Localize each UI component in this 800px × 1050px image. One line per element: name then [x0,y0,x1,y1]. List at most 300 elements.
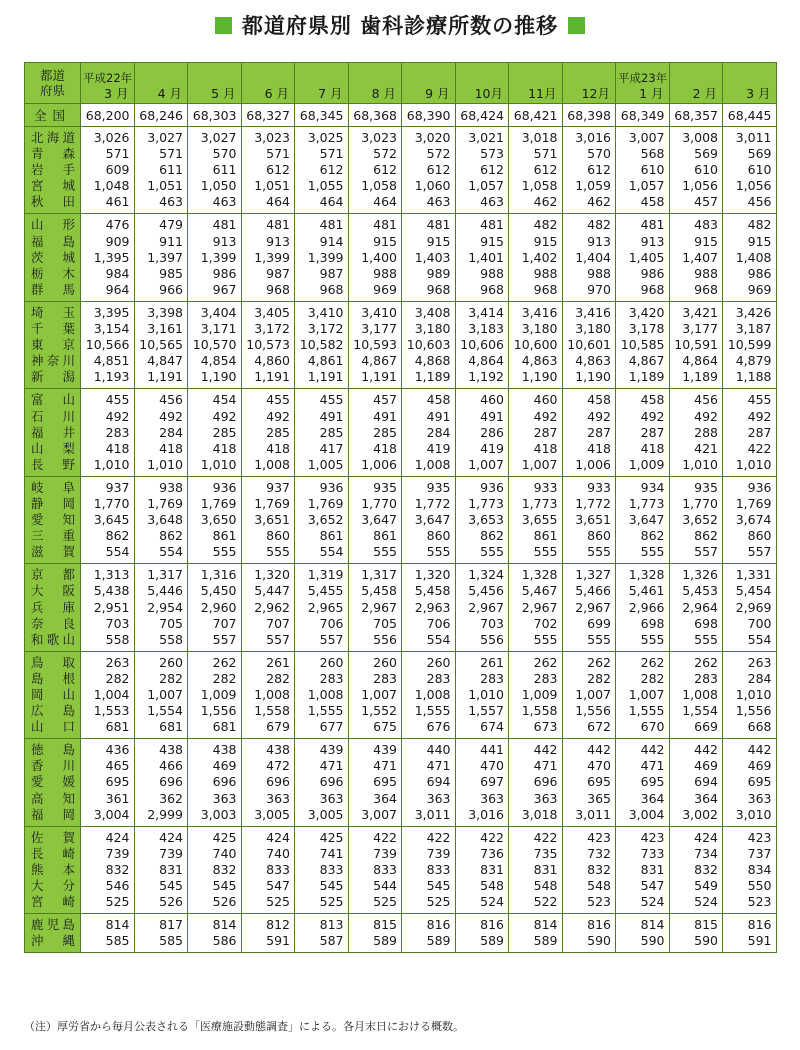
table-row [25,512,777,528]
value-cell: 557 [241,632,295,652]
value-cell: 10,585 [616,337,670,353]
value-cell: 862 [81,528,135,544]
value-cell: 418 [509,441,563,457]
era-label: 平成22年 [83,71,133,85]
value-cell: 707 [188,616,242,632]
value-cell: 555 [562,544,616,564]
value-cell: 696 [241,774,295,790]
value-cell: 589 [509,933,563,953]
value-cell: 555 [455,544,509,564]
value-cell: 3,011 [402,807,456,827]
value-cell: 1,320 [241,564,295,584]
value-cell: 1,060 [402,178,456,194]
prefecture-group [25,564,777,651]
value-cell: 672 [562,719,616,739]
value-cell: 3,025 [295,127,349,147]
value-cell: 1,772 [562,496,616,512]
value-cell: 1,557 [455,703,509,719]
value-cell: 1,407 [669,250,723,266]
pref-name: 島根 [25,671,81,687]
value-cell: 861 [348,528,402,544]
value-cell: 471 [509,758,563,774]
pref-name: 岡山 [25,687,81,703]
value-cell: 674 [455,719,509,739]
value-cell: 1,192 [455,369,509,389]
value-cell: 287 [616,425,670,441]
value-cell: 933 [509,476,563,496]
value-cell: 1,010 [81,457,135,477]
value-cell: 3,410 [348,301,402,321]
table-row [25,651,777,671]
pref-name: 福岡 [25,807,81,827]
value-cell: 479 [134,214,188,234]
month-label: 8 月 [371,86,396,101]
value-cell: 610 [723,162,777,178]
value-cell: 438 [241,739,295,759]
value-cell: 1,769 [723,496,777,512]
value-cell: 1,769 [295,496,349,512]
value-cell: 3,004 [81,807,135,827]
value-cell: 1,189 [402,369,456,389]
value-cell: 2,960 [188,600,242,616]
month-header [295,63,349,104]
value-cell: 284 [723,671,777,687]
pref-name: 福島 [25,234,81,250]
value-cell: 558 [134,632,188,652]
value-cell: 585 [81,933,135,953]
value-cell: 969 [348,282,402,302]
pref-header-line: 府県 [39,83,65,98]
value-cell: 1,193 [81,369,135,389]
value-cell: 3,648 [134,512,188,528]
value-cell: 816 [562,914,616,934]
value-cell: 5,454 [723,583,777,599]
value-cell: 470 [562,758,616,774]
table-row [25,162,777,178]
value-cell: 572 [402,146,456,162]
value-cell: 260 [134,651,188,671]
value-cell: 68,327 [241,104,295,127]
pref-name: 宮城 [25,178,81,194]
value-cell: 915 [509,234,563,250]
value-cell: 460 [509,389,563,409]
value-cell: 471 [348,758,402,774]
value-cell: 283 [295,671,349,687]
value-cell: 832 [562,862,616,878]
value-cell: 261 [455,651,509,671]
value-cell: 458 [402,389,456,409]
value-cell: 442 [723,739,777,759]
value-cell: 4,854 [188,353,242,369]
value-cell: 571 [241,146,295,162]
value-cell: 284 [134,425,188,441]
pref-name: 山形 [25,214,81,234]
pref-header-line: 都道 [39,68,65,83]
value-cell: 524 [455,894,509,914]
value-cell: 1,010 [134,457,188,477]
value-cell: 442 [562,739,616,759]
value-cell: 546 [81,878,135,894]
value-cell: 10,582 [295,337,349,353]
value-cell: 3,018 [509,807,563,827]
value-cell: 417 [295,441,349,457]
value-cell: 464 [348,194,402,214]
value-cell: 4,867 [616,353,670,369]
value-cell: 679 [241,719,295,739]
value-cell: 523 [562,894,616,914]
value-cell: 439 [348,739,402,759]
value-cell: 832 [669,862,723,878]
value-cell: 462 [562,194,616,214]
value-cell: 526 [188,894,242,914]
value-cell: 471 [295,758,349,774]
value-cell: 10,600 [509,337,563,353]
pref-name: 秋田 [25,194,81,214]
value-cell: 472 [241,758,295,774]
value-cell: 677 [295,719,349,739]
value-cell: 612 [562,162,616,178]
month-header [81,63,135,104]
value-cell: 1,008 [402,457,456,477]
value-cell: 555 [616,544,670,564]
value-cell: 909 [81,234,135,250]
value-cell: 10,601 [562,337,616,353]
value-cell: 4,861 [295,353,349,369]
value-cell: 1,769 [241,496,295,512]
value-cell: 364 [616,791,670,807]
value-cell: 913 [241,234,295,250]
value-cell: 815 [348,914,402,934]
value-cell: 3,398 [134,301,188,321]
value-cell: 68,357 [669,104,723,127]
value-cell: 968 [402,282,456,302]
value-cell: 524 [669,894,723,914]
value-cell: 833 [402,862,456,878]
value-cell: 969 [723,282,777,302]
value-cell: 3,005 [295,807,349,827]
value-cell: 1,004 [81,687,135,703]
value-cell: 421 [669,441,723,457]
pref-name: 茨城 [25,250,81,266]
value-cell: 1,007 [509,457,563,477]
value-cell: 491 [455,409,509,425]
table-row [25,632,777,652]
pref-name: 岐阜 [25,476,81,496]
prefecture-group [25,301,777,388]
value-cell: 569 [723,146,777,162]
value-cell: 525 [81,894,135,914]
value-cell: 5,453 [669,583,723,599]
value-cell: 1,399 [295,250,349,266]
value-cell: 937 [241,476,295,496]
value-cell: 970 [562,282,616,302]
value-cell: 4,864 [455,353,509,369]
value-cell: 1,048 [81,178,135,194]
value-cell: 282 [562,671,616,687]
value-cell: 1,556 [723,703,777,719]
value-cell: 3,426 [723,301,777,321]
value-cell: 548 [509,878,563,894]
value-cell: 673 [509,719,563,739]
value-cell: 4,860 [241,353,295,369]
pref-name: 全国 [25,104,81,127]
value-cell: 3,004 [616,807,670,827]
value-cell: 283 [669,671,723,687]
value-cell: 1,772 [402,496,456,512]
value-cell: 913 [562,234,616,250]
value-cell: 984 [81,266,135,282]
value-cell: 557 [295,632,349,652]
value-cell: 285 [295,425,349,441]
value-cell: 68,421 [509,104,563,127]
month-header [241,63,295,104]
value-cell: 525 [348,894,402,914]
value-cell: 1,191 [134,369,188,389]
value-cell: 10,593 [348,337,402,353]
value-cell: 3,652 [669,512,723,528]
value-cell: 703 [455,616,509,632]
value-cell: 3,674 [723,512,777,528]
value-cell: 1,395 [81,250,135,266]
value-cell: 492 [241,409,295,425]
table-row [25,719,777,739]
value-cell: 492 [509,409,563,425]
value-cell: 3,647 [616,512,670,528]
value-cell: 732 [562,846,616,862]
value-cell: 4,851 [81,353,135,369]
value-cell: 3,172 [241,321,295,337]
value-cell: 735 [509,846,563,862]
value-cell: 5,438 [81,583,135,599]
value-cell: 555 [509,544,563,564]
value-cell: 284 [402,425,456,441]
value-cell: 733 [616,846,670,862]
pref-name: 鳥取 [25,651,81,671]
value-cell: 5,455 [295,583,349,599]
table-header [25,63,777,104]
value-cell: 1,770 [348,496,402,512]
table-row [25,425,777,441]
prefecture-group [25,389,777,476]
value-cell: 469 [723,758,777,774]
value-cell: 1,397 [134,250,188,266]
value-cell: 482 [562,214,616,234]
value-cell: 3,651 [562,512,616,528]
value-cell: 263 [723,651,777,671]
value-cell: 526 [134,894,188,914]
value-cell: 3,011 [723,127,777,147]
value-cell: 442 [669,739,723,759]
value-cell: 287 [562,425,616,441]
value-cell: 481 [188,214,242,234]
pref-name: 三重 [25,528,81,544]
value-cell: 612 [402,162,456,178]
value-cell: 813 [295,914,349,934]
value-cell: 861 [509,528,563,544]
value-cell: 3,187 [723,321,777,337]
value-cell: 557 [723,544,777,564]
value-cell: 482 [723,214,777,234]
value-cell: 935 [348,476,402,496]
value-cell: 482 [509,214,563,234]
value-cell: 968 [669,282,723,302]
value-cell: 2,967 [455,600,509,616]
value-cell: 4,863 [509,353,563,369]
value-cell: 68,246 [134,104,188,127]
month-header [509,63,563,104]
value-cell: 611 [134,162,188,178]
value-cell: 556 [455,632,509,652]
value-cell: 438 [134,739,188,759]
value-cell: 262 [188,651,242,671]
value-cell: 1,770 [81,496,135,512]
value-cell: 572 [348,146,402,162]
value-cell: 861 [295,528,349,544]
value-cell: 816 [402,914,456,934]
value-cell: 554 [134,544,188,564]
value-cell: 670 [616,719,670,739]
value-cell: 706 [295,616,349,632]
value-cell: 10,591 [669,337,723,353]
value-cell: 554 [402,632,456,652]
table-row [25,583,777,599]
value-cell: 986 [188,266,242,282]
title-marker-right [568,17,585,34]
value-cell: 571 [509,146,563,162]
value-cell: 703 [81,616,135,632]
value-cell: 3,180 [509,321,563,337]
table-row [25,457,777,477]
value-cell: 1,057 [455,178,509,194]
value-cell: 700 [723,616,777,632]
value-cell: 814 [81,914,135,934]
value-cell: 814 [188,914,242,934]
prefecture-group [25,826,777,913]
value-cell: 442 [509,739,563,759]
value-cell: 471 [402,758,456,774]
pref-header [25,63,81,104]
value-cell: 283 [81,425,135,441]
table-row [25,441,777,457]
value-cell: 1,010 [723,687,777,703]
value-cell: 1,189 [669,369,723,389]
value-cell: 1,319 [295,564,349,584]
value-cell: 1,007 [562,687,616,703]
value-cell: 464 [295,194,349,214]
value-cell: 831 [509,862,563,878]
value-cell: 1,555 [616,703,670,719]
month-label: 1 月 [639,86,664,101]
month-label: 2 月 [692,86,717,101]
pref-name: 広島 [25,703,81,719]
value-cell: 831 [616,862,670,878]
table-row [25,496,777,512]
value-cell: 458 [616,194,670,214]
value-cell: 283 [402,671,456,687]
month-header [562,63,616,104]
value-cell: 736 [455,846,509,862]
value-cell: 438 [188,739,242,759]
value-cell: 282 [616,671,670,687]
value-cell: 364 [348,791,402,807]
value-cell: 591 [723,933,777,953]
value-cell: 814 [616,914,670,934]
prefecture-group [25,476,777,563]
value-cell: 590 [669,933,723,953]
value-cell: 466 [134,758,188,774]
value-cell: 2,967 [348,600,402,616]
page-title: 都道府県別 歯科診療所数の推移 [241,14,559,38]
value-cell: 424 [669,826,723,846]
value-cell: 3,177 [348,321,402,337]
value-cell: 525 [241,894,295,914]
value-cell: 1,556 [562,703,616,719]
value-cell: 2,951 [81,600,135,616]
pref-name: 福井 [25,425,81,441]
value-cell: 740 [188,846,242,862]
table-row [25,250,777,266]
value-cell: 1,331 [723,564,777,584]
pref-name: 千葉 [25,321,81,337]
value-cell: 1,773 [509,496,563,512]
value-cell: 68,445 [723,104,777,127]
value-cell: 1,769 [134,496,188,512]
value-cell: 457 [348,389,402,409]
value-cell: 1,056 [669,178,723,194]
table-row [25,846,777,862]
value-cell: 611 [188,162,242,178]
value-cell: 4,868 [402,353,456,369]
value-cell: 10,603 [402,337,456,353]
value-cell: 589 [455,933,509,953]
value-cell: 1,056 [723,178,777,194]
value-cell: 287 [509,425,563,441]
value-cell: 470 [455,758,509,774]
value-cell: 463 [134,194,188,214]
value-cell: 816 [455,914,509,934]
value-cell: 455 [81,389,135,409]
value-cell: 568 [616,146,670,162]
value-cell: 938 [134,476,188,496]
value-cell: 68,390 [402,104,456,127]
prefecture-group [25,214,777,301]
table-row [25,321,777,337]
value-cell: 458 [562,389,616,409]
value-cell: 3,404 [188,301,242,321]
value-cell: 282 [188,671,242,687]
value-cell: 1,008 [295,687,349,703]
value-cell: 10,606 [455,337,509,353]
value-cell: 3,653 [455,512,509,528]
value-cell: 1,553 [81,703,135,719]
value-cell: 282 [134,671,188,687]
value-cell: 3,410 [295,301,349,321]
value-cell: 364 [669,791,723,807]
value-cell: 2,963 [402,600,456,616]
value-cell: 261 [241,651,295,671]
value-cell: 283 [509,671,563,687]
value-cell: 968 [509,282,563,302]
prefecture-group [25,739,777,826]
value-cell: 695 [348,774,402,790]
value-cell: 4,863 [562,353,616,369]
value-cell: 262 [509,651,563,671]
value-cell: 288 [669,425,723,441]
value-cell: 422 [509,826,563,846]
value-cell: 587 [295,933,349,953]
pref-name: 和歌山 [25,632,81,652]
value-cell: 4,864 [669,353,723,369]
